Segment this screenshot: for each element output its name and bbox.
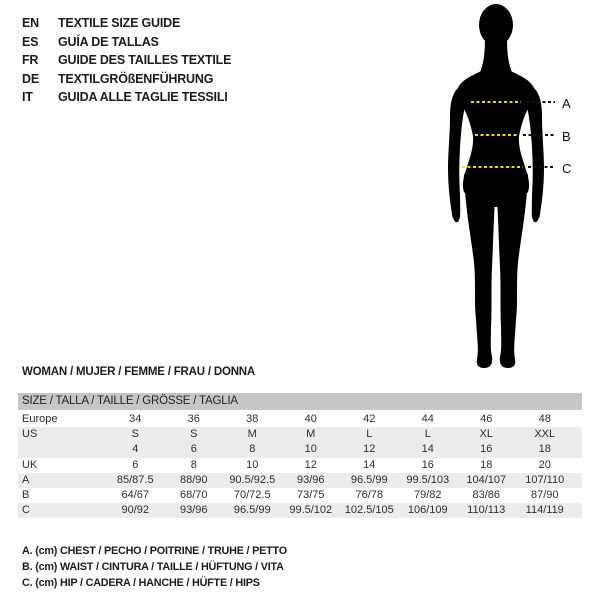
row-label: B: [22, 488, 30, 501]
size-value-cell: 14: [363, 458, 376, 471]
size-value-cell: 12: [363, 443, 376, 456]
right-leg-shape: [497, 174, 528, 368]
size-value-cell: 79/82: [413, 488, 442, 501]
size-value-cell: 4: [132, 443, 139, 456]
size-value-cell: L: [366, 428, 373, 441]
size-value-cell: 10: [246, 458, 259, 471]
language-row: [22, 14, 231, 33]
size-value-cell: 18: [538, 443, 551, 456]
size-value-cell: 88/90: [179, 473, 208, 486]
legend-hip: C. (cm) HIP / CADERA / HANCHE / HÜFTE / HIPS: [22, 576, 260, 589]
size-value-cell: 73/75: [296, 488, 325, 501]
language-code: ES: [22, 34, 39, 49]
size-value-cell: 93/96: [179, 504, 208, 517]
left-arm-shape: [448, 88, 466, 222]
guide-title: GUIDA ALLE TAGLIE TESSILI: [58, 90, 228, 104]
size-value-cell: 6: [132, 458, 139, 471]
size-value-cell: L: [424, 428, 431, 441]
size-value-cell: 20: [538, 458, 551, 471]
size-value-cell: 76/78: [355, 488, 384, 501]
size-value-cell: 96.5/99: [233, 504, 271, 517]
left-leg-shape: [464, 174, 495, 368]
size-value-cell: 46: [480, 413, 493, 425]
legend-waist: B. (cm) WAIST / CINTURA / TAILLE / HÜFTUNG / VITA: [22, 560, 284, 573]
size-value-cell: 90.5/92.5: [229, 473, 276, 486]
measure-label-b: B: [562, 129, 571, 144]
table-row: [18, 442, 582, 457]
language-row: [22, 70, 231, 89]
table-row: [18, 473, 582, 488]
size-value-cell: 6: [190, 443, 197, 456]
row-label: UK: [22, 458, 38, 471]
row-label: A: [22, 473, 30, 486]
measure-label-c: C: [562, 161, 572, 176]
table-row: [18, 458, 582, 473]
language-code: FR: [22, 53, 39, 67]
size-value-cell: 104/107: [466, 473, 507, 486]
guide-title: GUIDE DES TAILLES TEXTILE: [58, 53, 232, 67]
size-value-cell: 106/109: [407, 504, 448, 517]
size-value-cell: 99.5/102: [289, 504, 333, 517]
size-value-cell: 102.5/105: [344, 504, 394, 517]
neck-shape: [479, 36, 513, 75]
size-table: [18, 393, 582, 518]
size-value-cell: M: [306, 428, 316, 441]
language-code: EN: [22, 16, 39, 30]
size-value-cell: 107/110: [525, 473, 565, 486]
size-value-cell: 110/113: [467, 504, 506, 517]
size-value-cell: 40: [304, 413, 317, 425]
size-value-cell: 16: [480, 443, 493, 456]
size-value-cell: 12: [304, 458, 317, 471]
size-value-cell: 70/72.5: [233, 488, 271, 501]
language-row: [22, 33, 231, 52]
size-value-cell: S: [190, 428, 198, 441]
size-value-cell: 90/92: [121, 504, 150, 517]
right-arm-shape: [526, 88, 544, 222]
row-label: [18, 442, 106, 457]
size-value-cell: XXL: [534, 428, 556, 441]
table-row: [18, 412, 582, 427]
size-value-cell: 99.5/103: [406, 473, 450, 486]
measure-label-a: A: [562, 96, 571, 111]
language-row: [22, 51, 231, 70]
size-value-cell: 10: [304, 443, 317, 456]
size-value-cell: 8: [249, 443, 256, 456]
woman-silhouette-svg: [424, 2, 564, 374]
guide-title: TEXTILGRÖßENFÜHRUNG: [58, 71, 214, 86]
size-value-cell: S: [131, 428, 139, 441]
size-value-cell: 36: [187, 413, 200, 425]
size-value-cell: 83/86: [472, 488, 501, 501]
row-label: US: [22, 428, 38, 441]
size-value-cell: 8: [190, 458, 197, 471]
size-value-cell: 34: [129, 413, 142, 425]
woman-silhouette-figure: [424, 2, 599, 374]
size-table-header: SIZE / TALLA / TAILLE / GRÖSSE / TAGLIA: [18, 393, 582, 410]
size-value-cell: M: [247, 428, 257, 441]
row-label: C: [22, 504, 30, 517]
measure-legend: [22, 544, 287, 591]
size-value-cell: 85/87.5: [116, 473, 154, 486]
row-label: Europe: [22, 413, 58, 425]
size-value-cell: 18: [480, 458, 493, 471]
table-row: [18, 503, 582, 518]
size-value-cell: XL: [479, 428, 493, 441]
size-value-cell: 16: [421, 458, 434, 471]
size-table-body: [18, 412, 582, 518]
size-value-cell: 114/119: [525, 504, 564, 517]
legend-chest: A. (cm) CHEST / PECHO / POITRINE / TRUHE / PETTO: [22, 545, 287, 557]
size-value-cell: 48: [538, 413, 551, 425]
section-heading: WOMAN / MUJER / FEMME / FRAU / DONNA: [22, 366, 256, 378]
size-value-cell: 38: [246, 413, 259, 425]
guide-title: TEXTILE SIZE GUIDE: [58, 16, 181, 30]
size-value-cell: 68/70: [179, 488, 208, 501]
language-code: IT: [22, 90, 33, 104]
size-value-cell: 44: [421, 413, 434, 425]
language-row: [22, 88, 231, 107]
table-row: [18, 427, 582, 442]
size-value-cell: 64/67: [121, 488, 150, 501]
language-code: DE: [22, 71, 39, 86]
size-value-cell: 93/96: [296, 473, 325, 486]
guide-title: GUÍA DE TALLAS: [58, 34, 159, 49]
table-row: [18, 488, 582, 503]
size-value-cell: 42: [363, 413, 376, 425]
size-value-cell: 87/90: [530, 488, 559, 501]
language-title-block: [22, 14, 231, 107]
size-value-cell: 96.5/99: [350, 473, 388, 486]
size-value-cell: 14: [421, 443, 434, 456]
